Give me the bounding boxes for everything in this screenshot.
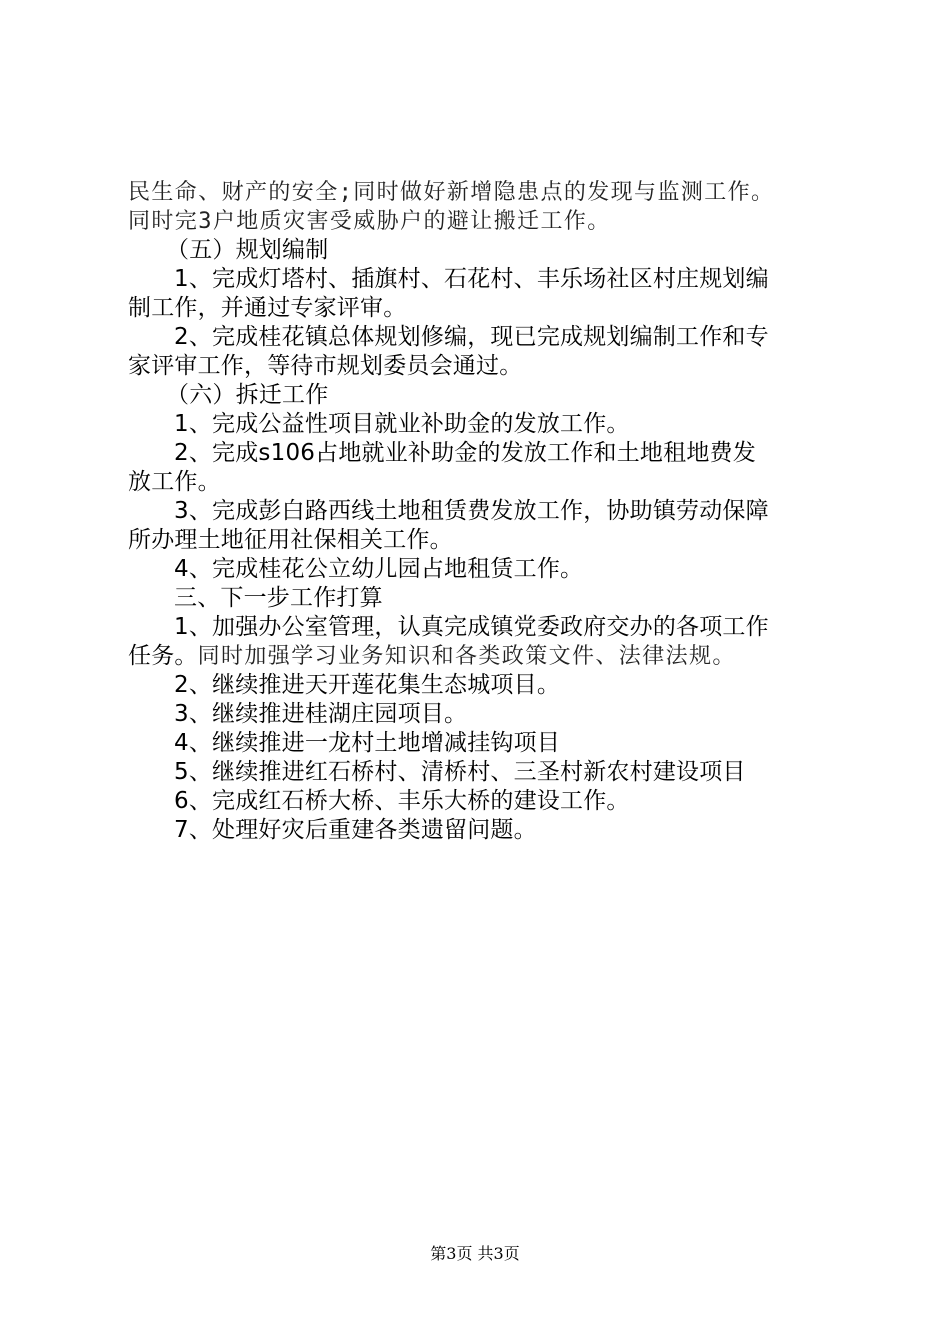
text-line: 6、完成红石桥大桥、丰乐大桥的建设工作。 (174, 788, 630, 814)
text-line: 同时完3户地质灾害受威胁户的避让搬迁工作。 (128, 209, 611, 234)
document-body (128, 178, 833, 845)
text-line: 4、继续推进一龙村土地增减挂钩项目 (174, 730, 561, 756)
section-heading: （五）规划编制 (166, 237, 329, 263)
text-segment: 任务。 (128, 643, 198, 669)
text-line: 3、完成彭白路西线土地租赁费发放工作，协助镇劳动保障 (174, 498, 769, 524)
text-segment: 同时加强学习业务知识和各类政策文件、法律法规。 (197, 644, 736, 669)
text-line: 所办理土地征用社保相关工作。 (128, 527, 453, 553)
text-line: 制工作，并通过专家评审。 (128, 295, 407, 321)
text-line: 4、完成桂花公立幼儿园占地租赁工作。 (174, 556, 584, 582)
text-line: 7、处理好灾后重建各类遗留问题。 (174, 817, 537, 843)
text-line (128, 642, 833, 671)
page-footer: 第3页 共3页 (430, 1244, 520, 1263)
text-line: 1、加强办公室管理，认真完成镇党委政府交办的各项工作 (174, 614, 769, 640)
text-line: 放工作。 (128, 469, 221, 495)
text-line: 3、继续推进桂湖庄园项目。 (174, 701, 468, 727)
text-line: 2、继续推进天开莲花集生态城项目。 (174, 672, 561, 698)
text-line: 1、完成灯塔村、插旗村、石花村、丰乐场社区村庄规划编 (174, 266, 769, 292)
section-heading: 三、下一步工作打算 (174, 585, 383, 611)
text-line: 5、继续推进红石桥村、清桥村、三圣村新农村建设项目 (174, 759, 746, 785)
text-line: 1、完成公益性项目就业补助金的发放工作。 (174, 411, 630, 437)
text-line: 民生命、财产的安全;同时做好新增隐患点的发现与监测工作。 (128, 180, 775, 205)
section-heading: （六）拆迁工作 (166, 382, 329, 408)
text-line: 家评审工作，等待市规划委员会通过。 (128, 353, 523, 379)
text-line: 2、完成桂花镇总体规划修编，现已完成规划编制工作和专 (174, 324, 769, 350)
text-line: 2、完成s106占地就业补助金的发放工作和土地租地费发 (174, 440, 756, 466)
